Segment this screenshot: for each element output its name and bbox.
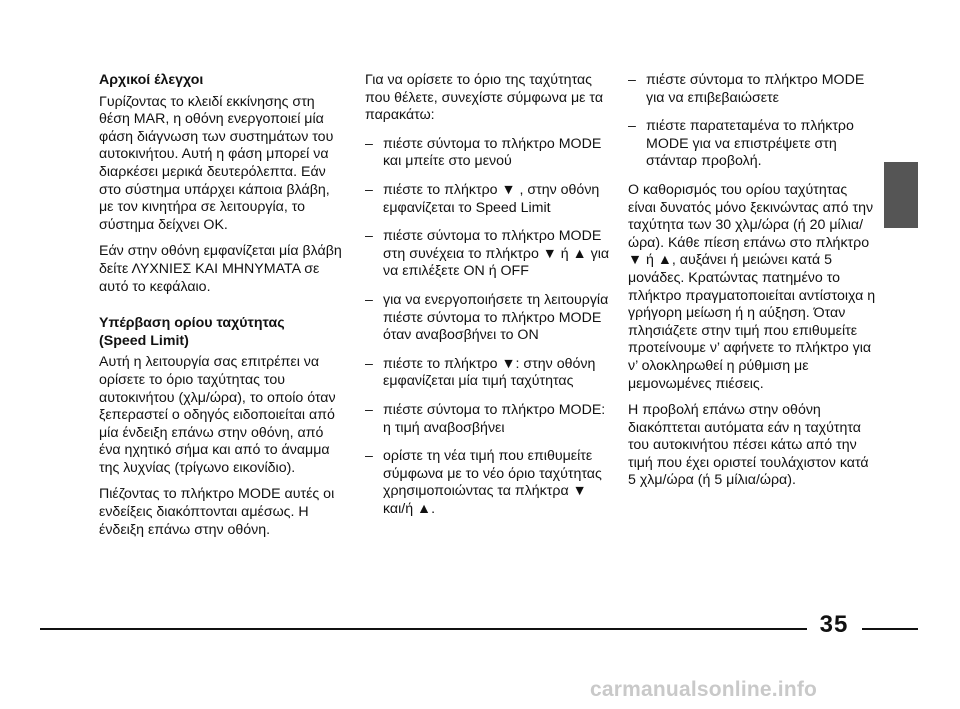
column-middle <box>365 72 610 529</box>
list-item: – πιέστε το πλήκτρο ▼ , στην οθόνη εμφανίζεται το Speed Limit <box>365 182 610 217</box>
paragraph-display-interrupt: Η προβολή επάνω στην οθόνη διακόπτεται αυτόματα εάν η ταχύτητα του αυτοκινήτου πέσει κάτω από την τιμή που έχει οριστεί τουλάχιστον κατά 5 χλμ/ώρα (ή 5 μίλια/ώρα). <box>628 402 869 489</box>
footer-rule-left <box>40 628 807 630</box>
list-item: – για να ενεργοποιήσετε τη λειτουργία πιέστε σύντομα το πλήκτρο MODE όταν αναβοσβήνει το ON <box>365 292 610 345</box>
list-item: – πιέστε σύντομα το πλήκτρο MODE: η τιμή αναβοσβήνει <box>365 402 610 437</box>
heading-speed-limit-line2: (Speed Limit) <box>99 332 189 349</box>
paragraph-speed-range: Ο καθορισμός του ορίου ταχύτητας είναι δυνατός μόνο ξεκινώντας από την ταχύτητα των 30 χλμ/ώρα (ή 20 μίλια/ώρα). Κάθε πίεση επάνω στο πλήκτρο ▼ ή ▲, αυξάνει ή μειώνει κατά 5 μονάδες. Κρατώντας πατημένο το πλήκτρο πραγματοποιείται αντίστοιχα η γρήγορη μείωση ή η αύξηση. Όταν πλησιάζετε στην τιμή που επιθυμείτε προτείνουμε ν’ αφήνετε το πλήκτρο για ν’ ολοκληρωθεί η ρύθμιση με μεμονωμένες πιέσεις. <box>628 181 876 392</box>
list-item: – πιέστε σύντομα το πλήκτρο MODE και μπείτε στο μενού <box>365 136 610 171</box>
footer-rule-right <box>862 628 918 630</box>
list-item: – ορίστε τη νέα τιμή που επιθυμείτε σύμφωνα με το νέο όριο ταχύτητας χρησιμοποιώντας τα πλήκτρα ▼ και/ή ▲. <box>365 448 610 518</box>
paragraph-speed-limit-function: Αυτή η λειτουργία σας επιτρέπει να ορίσετε το όριο ταχύτητας του αυτοκινήτου (χλμ/ώρα), το οποίο όταν ξεπεραστεί ο οδηγός ειδοποιείται από μία ένδειξη επάνω στην οθόνη, από ένα ηχητικό σήμα και από το άναμμα της λυχνίας (τρίγωνο εικονίδιο). <box>99 354 336 476</box>
heading-speed-limit <box>99 315 344 350</box>
column-right <box>628 72 878 499</box>
column-left <box>99 72 344 548</box>
heading-initial-checks: Αρχικοί έλεγχοι <box>99 72 204 88</box>
section-tab-marker <box>884 162 918 228</box>
paragraph-fault-display: Εάν στην οθόνη εμφανίζεται μία βλάβη δείτε ΛΥΧΝΙΕΣ ΚΑΙ ΜΗΝΥΜΑΤΑ σε αυτό το κεφάλαιο. <box>99 243 342 295</box>
list-item: – πιέστε σύντομα το πλήκτρο MODE στη συνέχεια το πλήκτρο ▼ ή ▲ για να επιλέξετε ON ή OFF <box>365 228 610 281</box>
paragraph-setup-intro: Για να ορίσετε το όριο της ταχύτητας που θέλετε, συνεχίστε σύμφωνα με τα παρακάτω: <box>365 72 604 124</box>
paragraph-key-check: Γυρίζοντας το κλειδί εκκίνησης στη θέση MAR, η οθόνη ενεργοποιεί μία φάση διάγνωση των συστημάτων του αυτοκινήτου. Αυτή η φάση μπορεί να διαρκέσει μερικά δευτερόλεπτα. Εάν στο σύστημα υπάρχει κάποια βλάβη, με τον κινητήρα σε λειτουργία, το σύστημα δείχνει ΟΚ. <box>99 93 334 233</box>
list-item: – πιέστε το πλήκτρο ▼: στην οθόνη εμφανίζεται μία τιμή ταχύτητας <box>365 356 610 391</box>
paragraph-mode-button: Πιέζοντας το πλήκτρο MODE αυτές οι ενδείξεις διακόπτονται αμέσως. Η ένδειξη επάνω στην οθόνη. <box>99 486 335 538</box>
list-item: – πιέστε σύντομα το πλήκτρο MODE για να επιβεβαιώσετε <box>628 72 878 107</box>
page-number: 35 <box>819 611 849 638</box>
watermark-text: carmanualsonline.info <box>590 678 818 701</box>
heading-speed-limit-line1: Υπέρβαση ορίου ταχύτητας <box>99 315 285 332</box>
list-item: – πιέστε παρατεταμένα το πλήκτρο MODE για να επιστρέψετε στη στάνταρ προβολή. <box>628 118 878 171</box>
